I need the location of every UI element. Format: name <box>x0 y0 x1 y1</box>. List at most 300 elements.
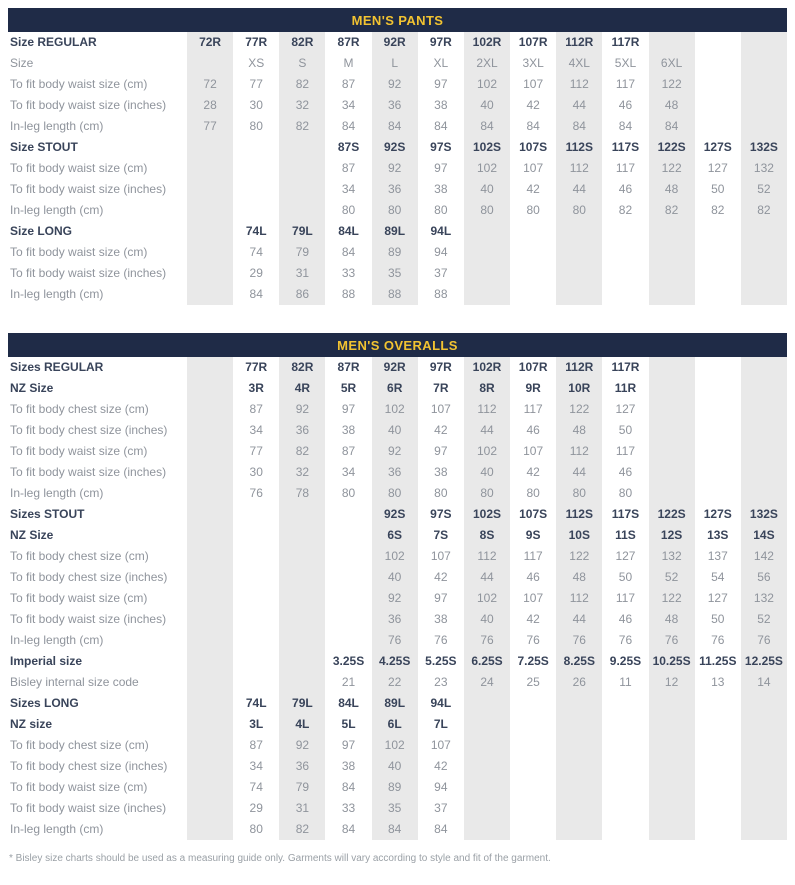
size-cell <box>741 441 787 462</box>
row-label: NZ Size <box>10 528 54 542</box>
size-cell: 8R <box>464 378 510 399</box>
size-cell: 84 <box>249 287 263 301</box>
size-cell: 11R <box>614 381 637 395</box>
size-cell <box>187 200 233 221</box>
size-cell: 107 <box>430 738 451 752</box>
size-cell: 117 <box>615 161 636 175</box>
size-cell <box>279 567 325 588</box>
size-cell: 132 <box>649 546 695 567</box>
size-cell: 80 <box>526 203 540 217</box>
table-title-text: MEN'S PANTS <box>351 12 444 28</box>
table-body <box>8 357 787 840</box>
size-cell: 107 <box>523 161 544 175</box>
size-cell <box>187 399 233 420</box>
size-cell: 2XL <box>464 53 510 74</box>
size-cell <box>510 242 556 263</box>
row-label: To fit body waist size (inches) <box>10 98 167 112</box>
size-cell: 34 <box>249 423 263 437</box>
size-cell <box>602 221 648 242</box>
size-cell: 122 <box>649 74 695 95</box>
size-cell: 78 <box>279 483 325 504</box>
size-cell: 84 <box>372 819 418 840</box>
size-cell: 122 <box>649 588 695 609</box>
size-cell <box>187 819 233 840</box>
size-cell <box>602 777 648 798</box>
size-cell <box>279 137 325 158</box>
size-cell: 82 <box>279 116 325 137</box>
size-cell: 33 <box>341 801 356 815</box>
size-cell: 38 <box>434 98 448 112</box>
size-cell <box>649 420 695 441</box>
table-row <box>8 158 787 179</box>
size-cell <box>187 609 233 630</box>
size-cell: 9S <box>525 528 541 542</box>
size-cell: 38 <box>341 759 356 773</box>
size-cell: 79L <box>279 693 325 714</box>
size-cell <box>233 630 279 651</box>
size-cell <box>187 672 233 693</box>
table-row <box>8 483 787 504</box>
size-cell: 11.25S <box>699 654 737 668</box>
size-cell: 84 <box>341 780 356 794</box>
size-cell: 84 <box>372 116 418 137</box>
size-cell: 97 <box>434 161 448 175</box>
size-cell <box>602 263 648 284</box>
size-cell: XL <box>433 56 449 70</box>
size-cell: 122 <box>649 158 695 179</box>
size-cell <box>464 263 510 284</box>
size-cell <box>649 819 695 840</box>
size-cell: 48 <box>649 179 695 200</box>
size-cell: 30 <box>249 98 263 112</box>
size-cell: 34 <box>341 98 356 112</box>
size-cell: 6L <box>372 714 418 735</box>
size-cell: 127 <box>707 591 728 605</box>
size-cell: L <box>372 53 418 74</box>
size-cell <box>187 567 233 588</box>
size-cell: 25 <box>526 675 540 689</box>
size-cell <box>695 798 741 819</box>
size-cell <box>602 798 648 819</box>
row-label: To fit body waist size (inches) <box>10 266 167 280</box>
size-cell: 5R <box>340 381 357 395</box>
size-cell <box>649 221 695 242</box>
size-cell: 44 <box>464 420 510 441</box>
size-cell: 52 <box>741 179 787 200</box>
size-cell: 28 <box>187 95 233 116</box>
size-cell: 112R <box>556 357 602 378</box>
size-cell: 80 <box>249 822 263 836</box>
size-cell <box>602 242 648 263</box>
size-cell: 80 <box>526 486 540 500</box>
size-cell: 82 <box>741 200 787 221</box>
size-cell <box>741 221 787 242</box>
size-cell: 117 <box>615 77 636 91</box>
size-cell: 54 <box>711 570 725 584</box>
table-row <box>8 53 787 74</box>
size-cell: 34 <box>341 182 356 196</box>
size-cell: 76 <box>556 630 602 651</box>
size-cell: 112 <box>464 399 510 420</box>
size-cell: 3.25S <box>332 654 365 668</box>
size-cell <box>325 504 371 525</box>
size-cell: 38 <box>341 423 356 437</box>
size-cell: 9.25S <box>609 654 642 668</box>
size-cell: 112S <box>556 137 602 158</box>
size-cell <box>556 798 602 819</box>
size-cell: 112 <box>556 158 602 179</box>
size-cell <box>510 221 556 242</box>
size-cell: 44 <box>556 179 602 200</box>
size-cell: 80 <box>372 200 418 221</box>
table-row <box>8 462 787 483</box>
size-cell: 88 <box>372 284 418 305</box>
row-label: In-leg length (cm) <box>10 119 104 133</box>
size-cell: 44 <box>464 567 510 588</box>
size-cell <box>464 735 510 756</box>
size-cell: 80 <box>434 203 448 217</box>
size-cell <box>695 735 741 756</box>
size-cell: 29 <box>249 266 263 280</box>
size-cell: 97R <box>429 35 452 49</box>
size-cell: 80 <box>341 486 356 500</box>
size-cell: 74L <box>245 696 267 710</box>
size-cell: XS <box>248 56 265 70</box>
size-cell: 97R <box>429 360 452 374</box>
size-cell <box>695 263 741 284</box>
size-cell: 52 <box>649 567 695 588</box>
size-cell <box>233 158 279 179</box>
table-row <box>8 399 787 420</box>
size-cell <box>741 399 787 420</box>
table-row <box>8 714 787 735</box>
size-cell <box>510 798 556 819</box>
size-cell: 84 <box>341 119 356 133</box>
size-cell <box>187 525 233 546</box>
size-cell: 84 <box>526 119 540 133</box>
size-cell <box>741 357 787 378</box>
size-cell <box>741 284 787 305</box>
size-cell <box>695 221 741 242</box>
size-cell: 127S <box>703 140 732 154</box>
size-cell <box>187 756 233 777</box>
size-cell <box>695 74 741 95</box>
size-cell <box>187 693 233 714</box>
table-row <box>8 756 787 777</box>
row-label: NZ size <box>10 717 53 731</box>
size-cell: 97 <box>341 738 356 752</box>
size-cell: 92S <box>372 504 418 525</box>
size-cell: 92 <box>279 735 325 756</box>
row-label: In-leg length (cm) <box>10 486 104 500</box>
size-cell: 79L <box>279 221 325 242</box>
row-label: Size REGULAR <box>10 35 97 49</box>
size-cell <box>649 735 695 756</box>
size-cell: 40 <box>464 462 510 483</box>
size-cell: 42 <box>526 182 540 196</box>
size-cell: 107 <box>430 402 451 416</box>
size-cell: 97 <box>434 77 448 91</box>
table-row <box>8 651 787 672</box>
table-row <box>8 357 787 378</box>
table-row <box>8 609 787 630</box>
size-cell: 87 <box>249 738 263 752</box>
size-cell: 94L <box>430 224 452 238</box>
size-cell: 107R <box>518 35 548 49</box>
size-cell: 97 <box>434 444 448 458</box>
size-cell <box>649 441 695 462</box>
size-cell: 84 <box>618 119 633 133</box>
table-row <box>8 525 787 546</box>
size-cell: 102 <box>464 74 510 95</box>
size-cell: 33 <box>341 266 356 280</box>
size-cell: 12 <box>649 672 695 693</box>
table-row <box>8 777 787 798</box>
size-cell: 80 <box>556 200 602 221</box>
size-cell <box>695 399 741 420</box>
size-cell: 87 <box>341 444 356 458</box>
size-cell <box>187 420 233 441</box>
size-cell <box>649 483 695 504</box>
size-cell: 102 <box>464 158 510 179</box>
size-cell <box>741 819 787 840</box>
size-cell: 94 <box>434 245 448 259</box>
size-cell <box>187 357 233 378</box>
table-row <box>8 179 787 200</box>
size-cell: 117 <box>523 402 543 416</box>
size-cell <box>556 221 602 242</box>
size-cell: 11S <box>615 528 636 542</box>
size-cell: 34 <box>249 759 263 773</box>
size-cell: 12.25S <box>741 651 787 672</box>
size-cell: 122 <box>556 399 602 420</box>
size-cell: 107R <box>518 360 548 374</box>
size-cell: 50 <box>618 423 633 437</box>
size-cell: 84L <box>338 224 359 238</box>
table-row <box>8 284 787 305</box>
size-cell: 46 <box>526 423 540 437</box>
size-cell: 80 <box>556 483 602 504</box>
size-cell <box>187 137 233 158</box>
size-cell: 122S <box>649 504 695 525</box>
size-cell <box>187 221 233 242</box>
table-body <box>8 32 787 305</box>
size-cell: 132 <box>741 158 787 179</box>
size-cell: 77R <box>245 360 268 374</box>
size-cell: 42 <box>434 570 448 584</box>
size-cell <box>695 357 741 378</box>
table-row <box>8 116 787 137</box>
size-cell <box>741 263 787 284</box>
size-cell <box>649 399 695 420</box>
size-cell: 48 <box>649 95 695 116</box>
size-cell: 88 <box>341 287 356 301</box>
row-label: Sizes REGULAR <box>10 360 104 374</box>
size-cell: 82 <box>279 441 325 462</box>
size-cell: 92 <box>372 74 418 95</box>
row-label: In-leg length (cm) <box>10 822 104 836</box>
size-cell: 34 <box>341 465 356 479</box>
size-cell: 44 <box>556 95 602 116</box>
size-cell <box>741 95 787 116</box>
size-cell: 32 <box>279 462 325 483</box>
table-row <box>8 420 787 441</box>
size-cell <box>233 179 279 200</box>
size-cell <box>325 567 371 588</box>
size-cell: 4XL <box>556 53 602 74</box>
size-cell: 82 <box>279 74 325 95</box>
table-row <box>8 242 787 263</box>
size-cell: 87S <box>337 140 360 154</box>
row-label: Imperial size <box>10 654 83 668</box>
size-cell: 107 <box>523 77 544 91</box>
size-cell <box>649 357 695 378</box>
size-cell <box>602 756 648 777</box>
size-cell: 112 <box>556 588 602 609</box>
table-row <box>8 378 787 399</box>
size-cell <box>556 693 602 714</box>
size-cell: 76 <box>249 486 263 500</box>
size-cell: 5.25S <box>425 654 457 668</box>
size-cell <box>510 263 556 284</box>
size-cell: 102S <box>464 504 510 525</box>
size-cell <box>695 777 741 798</box>
size-cell: 89L <box>372 221 418 242</box>
size-cell: 92R <box>372 32 418 53</box>
size-cell <box>556 819 602 840</box>
size-cell <box>187 504 233 525</box>
size-cell <box>649 263 695 284</box>
size-cell: 8S <box>464 525 510 546</box>
size-cell: 87 <box>249 402 263 416</box>
size-cell <box>741 74 787 95</box>
row-label: Size LONG <box>10 224 73 238</box>
size-cell: 76 <box>434 633 448 647</box>
size-cell: 10R <box>556 378 602 399</box>
size-cell <box>187 242 233 263</box>
row-label: Bisley internal size code <box>10 675 139 689</box>
size-cell: 97 <box>341 402 356 416</box>
size-cell: S <box>279 53 325 74</box>
size-cell: 14 <box>741 672 787 693</box>
size-cell: 77R <box>245 35 268 49</box>
size-cell: 40 <box>372 420 418 441</box>
size-cell: 117 <box>523 549 543 563</box>
size-cell: 76 <box>526 633 540 647</box>
size-cell: 9R <box>525 381 541 395</box>
size-cell <box>279 179 325 200</box>
size-cell: 102 <box>372 399 418 420</box>
size-cell <box>279 525 325 546</box>
size-cell <box>279 546 325 567</box>
table-row <box>8 693 787 714</box>
size-cell: 117R <box>611 35 640 49</box>
size-cell: 7S <box>433 528 449 542</box>
size-cell: 36 <box>372 462 418 483</box>
size-cell: 117 <box>615 444 636 458</box>
row-label: To fit body waist size (cm) <box>10 245 148 259</box>
size-cell <box>187 284 233 305</box>
size-cell <box>695 441 741 462</box>
size-cell: 76 <box>649 630 695 651</box>
size-cell: 94L <box>430 696 452 710</box>
row-label: To fit body waist size (inches) <box>10 182 167 196</box>
size-cell <box>741 483 787 504</box>
size-cell: 22 <box>372 672 418 693</box>
size-cell <box>649 693 695 714</box>
size-cell <box>649 32 695 53</box>
size-cell: 80 <box>341 203 356 217</box>
size-cell: 107S <box>519 507 548 521</box>
size-cell: 80 <box>434 486 448 500</box>
size-cell: 107 <box>523 444 544 458</box>
size-cell: 5L <box>341 717 356 731</box>
size-cell <box>695 462 741 483</box>
size-cell: 74 <box>249 245 263 259</box>
size-cell <box>695 32 741 53</box>
size-cell <box>187 441 233 462</box>
size-cell <box>556 242 602 263</box>
size-cell: 89 <box>372 242 418 263</box>
size-cell: 5XL <box>614 56 637 70</box>
size-cell: 40 <box>464 609 510 630</box>
table-row <box>8 819 787 840</box>
size-cell <box>649 756 695 777</box>
size-cell: 132S <box>741 137 787 158</box>
size-cell: 35 <box>372 798 418 819</box>
row-label: To fit body waist size (inches) <box>10 801 167 815</box>
size-cell <box>464 798 510 819</box>
size-cell: 92S <box>372 137 418 158</box>
size-cell <box>741 420 787 441</box>
size-cell: 42 <box>526 98 540 112</box>
row-label: To fit body chest size (inches) <box>10 570 168 584</box>
size-cell <box>464 819 510 840</box>
mens-pants-table-title <box>8 8 787 32</box>
size-cell: 86 <box>279 284 325 305</box>
size-cell <box>187 263 233 284</box>
size-cell: 4L <box>279 714 325 735</box>
table-row <box>8 263 787 284</box>
size-cell: 40 <box>372 567 418 588</box>
size-cell <box>649 284 695 305</box>
size-cell: 107 <box>430 549 451 563</box>
size-cell: 132 <box>741 588 787 609</box>
table-title-text: MEN'S OVERALLS <box>337 337 458 353</box>
size-cell <box>510 819 556 840</box>
size-cell: 48 <box>556 567 602 588</box>
size-cell: 36 <box>372 179 418 200</box>
size-cell <box>695 284 741 305</box>
size-cell: 112 <box>464 546 510 567</box>
size-cell: 76 <box>372 630 418 651</box>
size-cell: 13 <box>711 675 725 689</box>
size-cell: 122 <box>556 546 602 567</box>
size-cell: 36 <box>279 756 325 777</box>
size-cell: 3L <box>249 717 264 731</box>
size-cell: 82 <box>279 819 325 840</box>
size-cell: 92 <box>279 399 325 420</box>
size-cell: 87 <box>341 161 356 175</box>
row-label: Sizes STOUT <box>10 507 85 521</box>
size-cell <box>187 777 233 798</box>
size-cell: 80 <box>464 483 510 504</box>
disclaimer-footnote: * Bisley size charts should be used as a measuring guide only. Garments will vary according to style and fit of the garment. <box>9 853 551 864</box>
size-cell <box>233 567 279 588</box>
size-cell: 102 <box>372 546 418 567</box>
size-cell <box>464 777 510 798</box>
size-cell: 42 <box>434 759 448 773</box>
